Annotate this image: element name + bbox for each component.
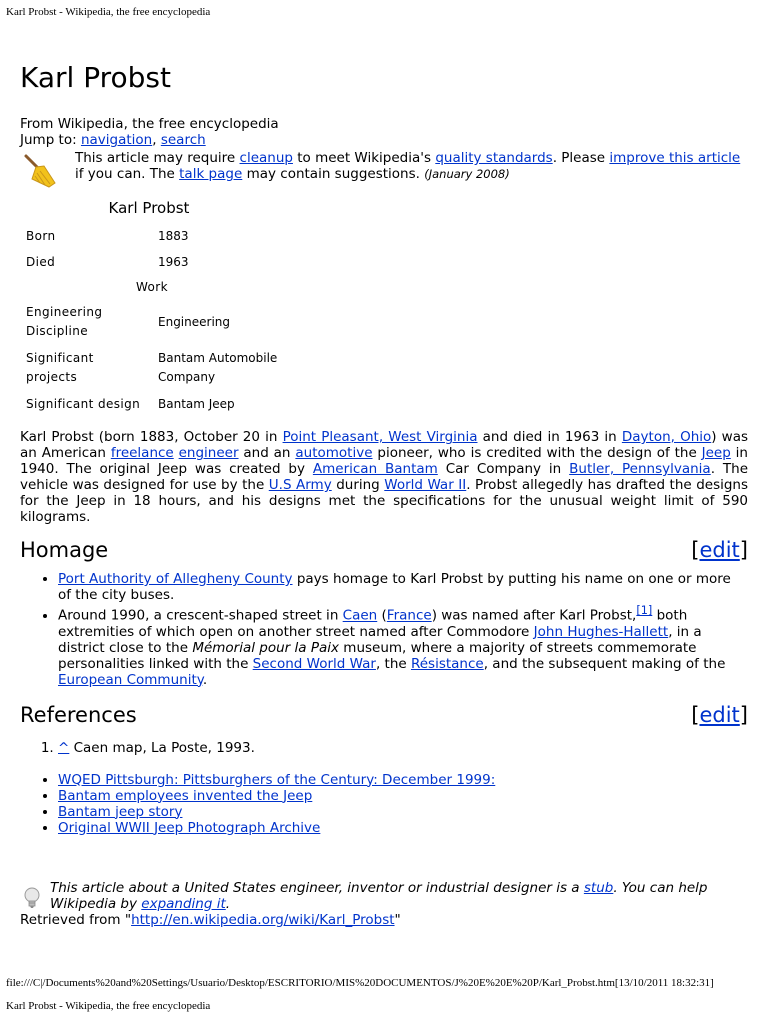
print-header-title: Karl Probst - Wikipedia, the free encyclopedia <box>6 6 211 18</box>
infobox-born-label: Born <box>26 229 56 243</box>
list-item <box>58 788 748 804</box>
list-item: • Port Authority of Allegheny County pays homage to Karl Probst by putting his name on one or more of the city buses. <box>58 571 748 603</box>
quality-standards-link[interactable]: quality standards <box>435 150 553 166</box>
point-pleasant-link[interactable]: Point Pleasant, West Virginia <box>282 429 478 445</box>
list-item <box>58 772 748 788</box>
france-link[interactable]: France <box>386 607 432 624</box>
jump-navigation-link[interactable]: navigation <box>80 132 153 148</box>
infobox-discipline-value: Engineering <box>158 315 230 329</box>
external-link-bantam-employees[interactable]: Bantam employees invented the Jeep <box>58 787 313 804</box>
article-content <box>20 58 748 928</box>
infobox-died-label: Died <box>26 255 56 269</box>
infobox-died-value: 1963 <box>158 255 189 269</box>
engineer-link[interactable]: engineer <box>178 445 239 461</box>
freelance-link[interactable]: freelance <box>110 445 174 461</box>
stub-link[interactable]: stub <box>583 879 614 896</box>
second-world-war-link[interactable]: Second World War <box>252 655 376 672</box>
improve-article-link[interactable]: improve this article <box>609 150 741 166</box>
permalink[interactable]: http://en.wikipedia.org/wiki/Karl_Probst <box>131 911 395 928</box>
external-link-photo-archive[interactable]: Original WWII Jeep Photograph Archive <box>58 819 321 836</box>
cleanup-notice: This article may require cleanup to meet Wikipedia's quality standards. Please improve this article if you can. The talk page may contain suggestions. (January 2008) <box>20 151 748 187</box>
infobox-born-value: 1883 <box>158 229 189 243</box>
print-footer-path: file:///C|/Documents%20and%20Settings/Usuario/Desktop/ESCRITORIO/MIS%20DOCUMENTOS/J%20E%20E%20P/Karl_Probst.htm[13/10/2011 18:32:31] <box>6 977 714 989</box>
butler-pennsylvania-link[interactable]: Butler, Pennsylvania <box>569 461 711 477</box>
broom-icon <box>22 153 58 189</box>
jeep-link[interactable]: Jeep <box>701 445 731 461</box>
infobox-title: Karl Probst <box>108 199 190 217</box>
homage-list <box>20 571 748 688</box>
talk-page-link[interactable]: talk page <box>179 166 243 182</box>
cleanup-link[interactable]: cleanup <box>239 150 293 166</box>
john-hughes-hallett-link[interactable]: John Hughes-Hallett <box>533 623 669 640</box>
infobox-projects-value: Bantam Automobile Company <box>158 351 278 384</box>
infobox-projects-label: Significant projects <box>26 351 94 384</box>
references-edit: [edit] <box>691 702 748 727</box>
expanding-it-link[interactable]: expanding it <box>141 895 226 912</box>
infobox-design-value: Bantam Jeep <box>158 397 235 411</box>
page-title: Karl Probst <box>20 61 171 94</box>
print-footer-title: Karl Probst - Wikipedia, the free encyclopedia <box>6 1000 211 1012</box>
reference-item: 1. ^ Caen map, La Poste, 1993. <box>58 740 748 756</box>
world-war-ii-link[interactable]: World War II <box>384 477 467 493</box>
homage-edit-link[interactable]: edit <box>699 538 740 562</box>
references-list <box>20 740 748 756</box>
list-item <box>58 820 748 836</box>
us-army-link[interactable]: U.S Army <box>268 477 332 493</box>
list-item: • Around 1990, a crescent-shaped street in Caen (France) was named after Karl Probst,[1] both extremities of which open on another street named after Commodore John Hughes-Hallett, in a district close to the Mémorial pour la Paix museum, where a majority of streets commemorate personalities linked with the Second World War, the Résistance, and the subsequent making of the European Community. <box>58 603 748 688</box>
jump-to-bar: Jump to: navigation, search <box>20 132 206 148</box>
homage-heading: Homage [edit] <box>20 535 748 565</box>
european-community-link[interactable]: European Community <box>58 671 203 688</box>
cleanup-date: (January 2008) <box>424 167 510 181</box>
american-bantam-link[interactable]: American Bantam <box>312 461 438 477</box>
external-link-wqed[interactable]: WQED Pittsburgh: Pittsburghers of the Century: December 1999: <box>58 771 496 788</box>
references-edit-link[interactable]: edit <box>699 702 740 727</box>
intro-paragraph: Karl Probst (born 1883, October 20 in Point Pleasant, West Virginia and died in 1963 in Dayton, Ohio) was an American freelance engineer and an automotive pioneer, who is credited with the design of the Jeep in 1940. The original Jeep was created by American Bantam Car Company in Butler, Pennsylvania. The vehicle was designed for use by the U.S Army during World War II. Probst allegedly has drafted the designs for the Jeep in 18 hours, and his designs met the specifications for the unusual weight limit of 590 kilograms. <box>20 429 749 525</box>
stub-notice: This article about a United States engineer, inventor or industrial designer is a stub. You can help Wikipedia by expanding it. <box>20 880 748 912</box>
dayton-ohio-link[interactable]: Dayton, Ohio <box>621 429 712 445</box>
ref-backlink-caret[interactable]: ^ <box>58 739 70 756</box>
list-item <box>58 804 748 820</box>
automotive-link[interactable]: automotive <box>295 445 373 461</box>
port-authority-link[interactable]: Port Authority of Allegheny County <box>58 571 293 587</box>
retrieved-from: Retrieved from "http://en.wikipedia.org/wiki/Karl_Probst" <box>20 911 401 928</box>
homage-edit: [edit] <box>691 538 748 562</box>
lightbulb-icon <box>22 886 42 910</box>
infobox-discipline-label: Engineering Discipline <box>26 305 103 338</box>
external-link-bantam-story[interactable]: Bantam jeep story <box>58 803 183 820</box>
external-links-list <box>20 772 748 836</box>
site-subtitle: From Wikipedia, the free encyclopedia <box>20 116 279 132</box>
jump-search-link[interactable]: search <box>160 132 206 148</box>
infobox-work-heading: Work <box>136 280 168 294</box>
footnote-1-link[interactable]: [1] <box>636 604 653 617</box>
caen-link[interactable]: Caen <box>342 607 378 624</box>
references-heading: References [edit] <box>20 700 748 730</box>
infobox-design-label: Significant design <box>26 397 141 411</box>
resistance-link[interactable]: Résistance <box>410 655 484 672</box>
infobox <box>20 193 284 417</box>
